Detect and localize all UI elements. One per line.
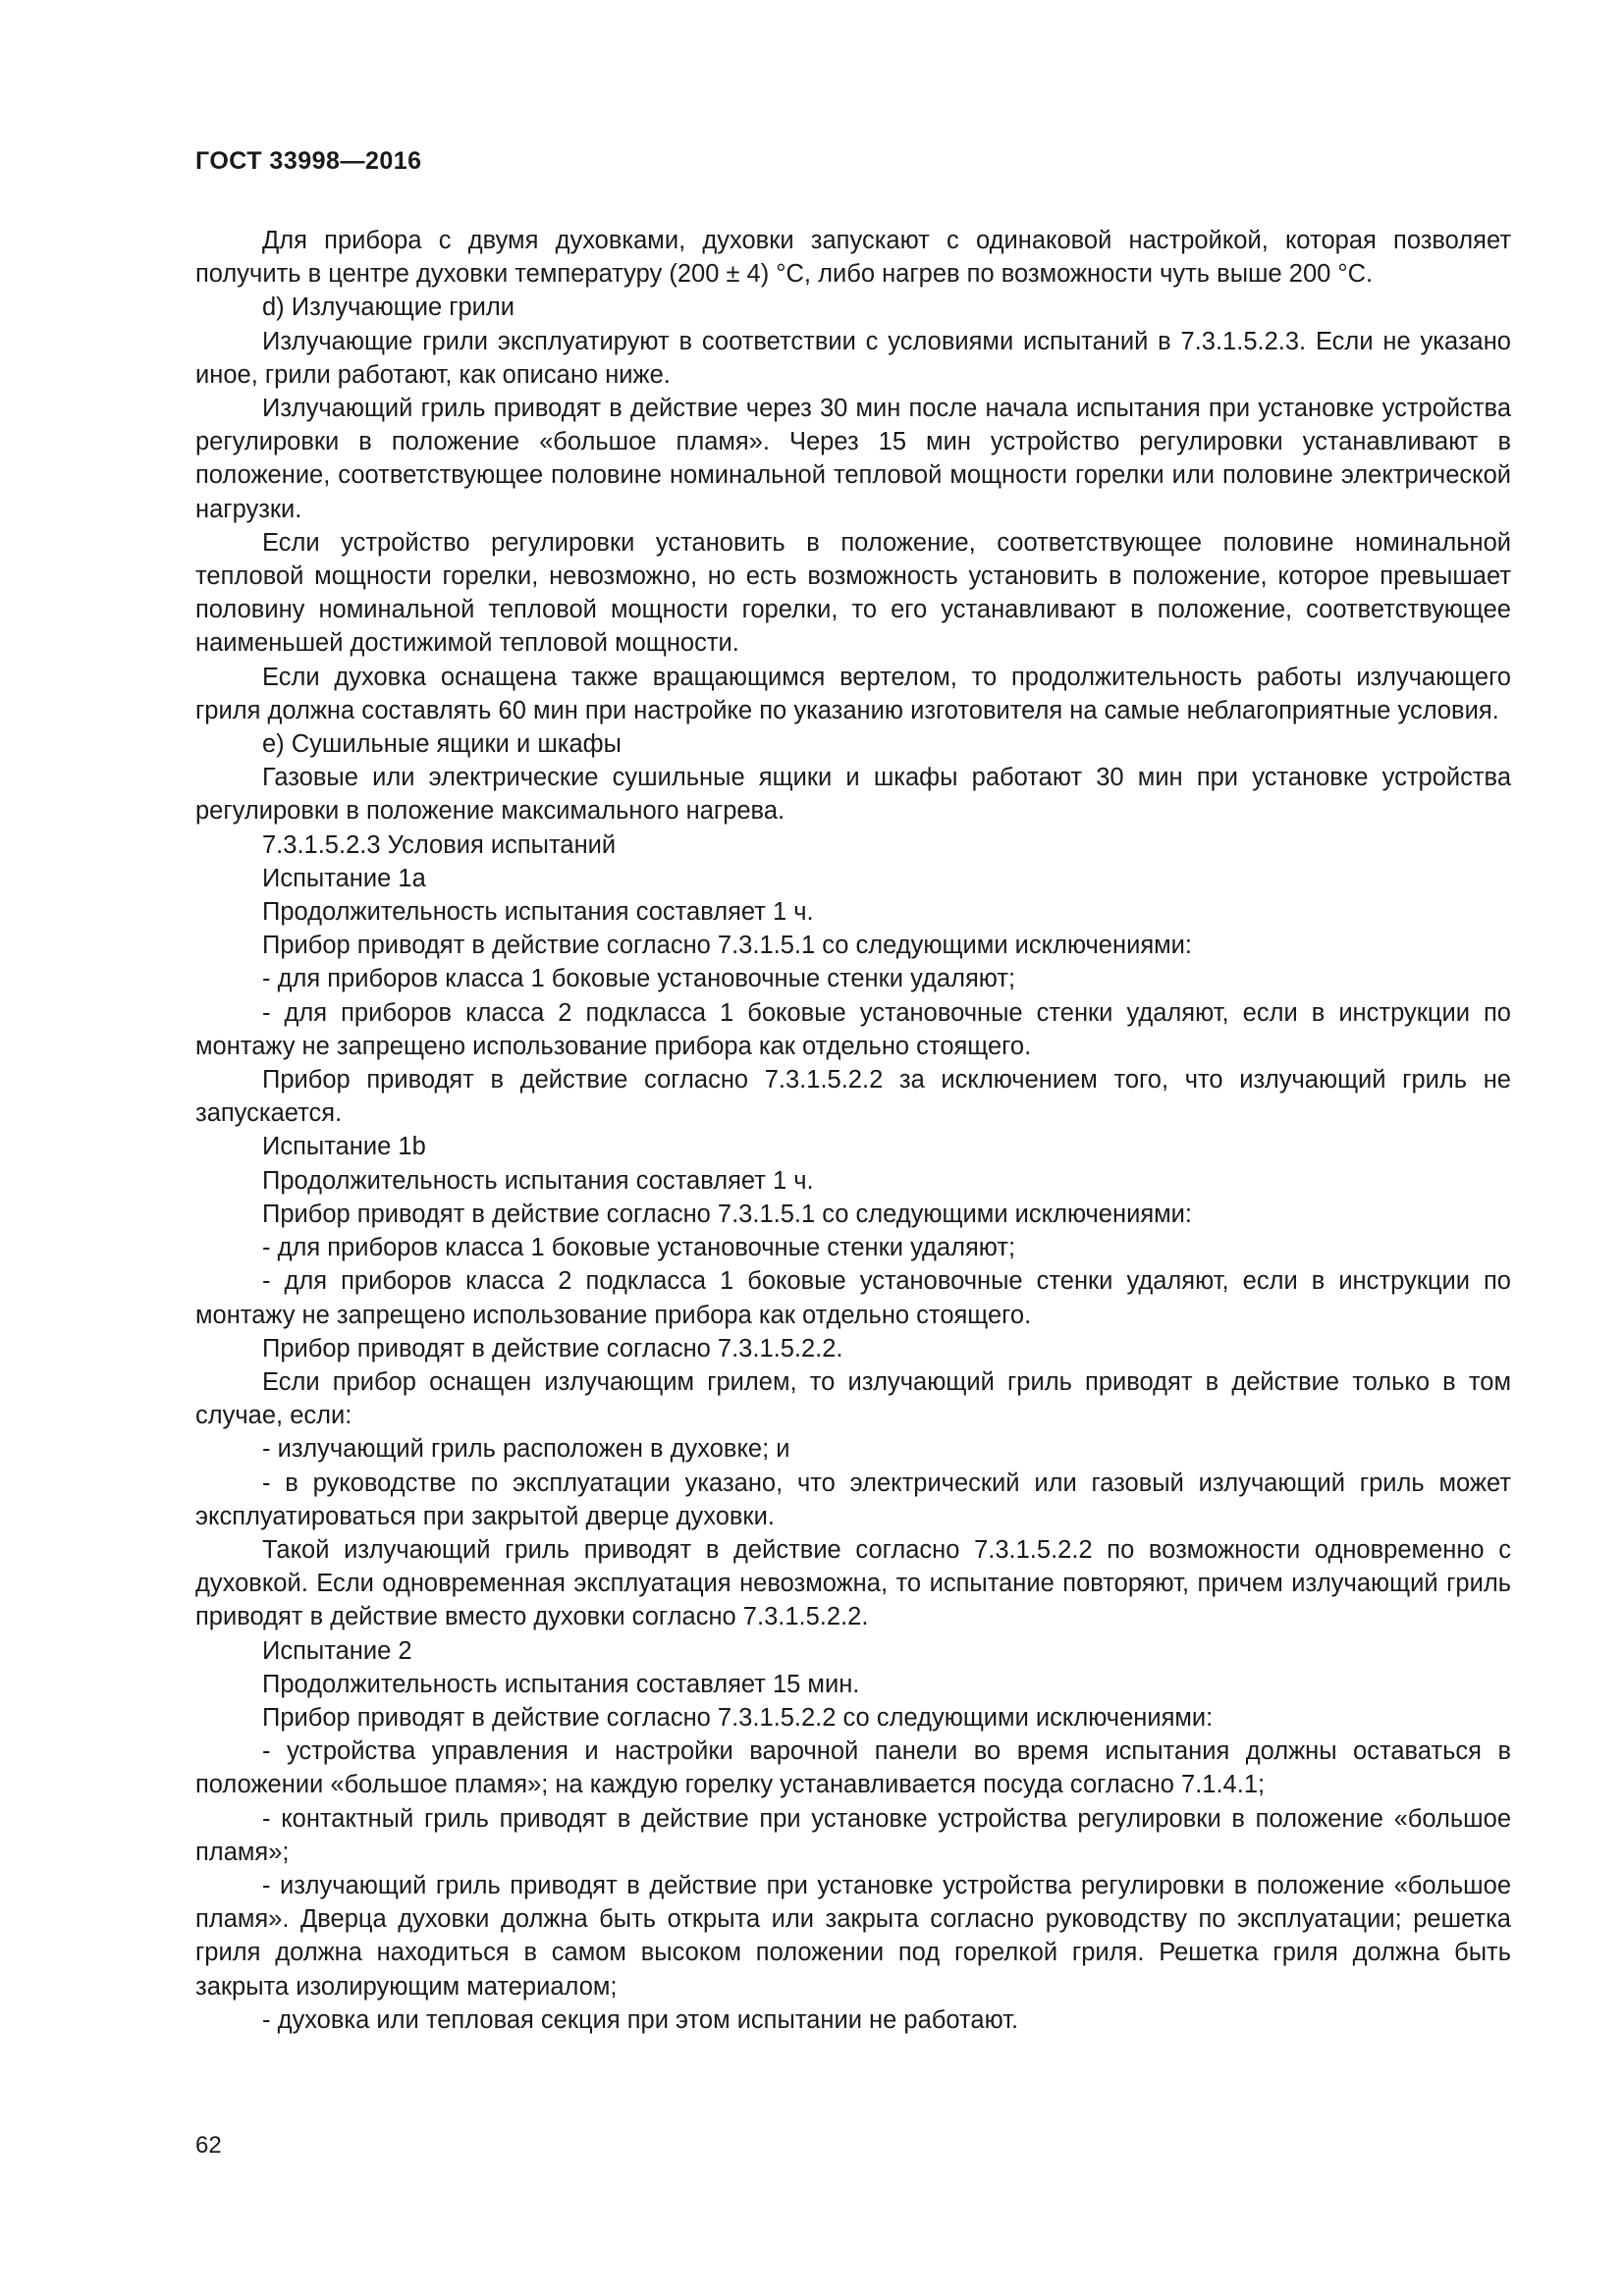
list-item-heading: е) Сушильные ящики и шкафы (262, 730, 622, 759)
paragraph: Продолжительность испытания составляет 1 ч. (262, 898, 814, 927)
test-heading: Испытание 1а (262, 864, 426, 892)
bullet-item: - излучающий гриль расположен в духовке; и (262, 1435, 790, 1464)
document-header: ГОСТ 33998—2016 (195, 147, 422, 175)
page-number: 62 (195, 2132, 222, 2159)
list-item-heading: d) Излучающие грили (262, 294, 515, 322)
paragraph: Если прибор оснащен излучающим грилем, то излучающий гриль приводят в действие только в том случае, если: (195, 1367, 1511, 1430)
bullet-item: - духовка или тепловая секция при этом испытании не работают. (262, 2005, 1019, 2034)
paragraph: Излучающие грили эксплуатируют в соответствии с условиями испытаний в 7.3.1.5.2.3. Если не указано иное, грили работают, как описано ниже. (195, 327, 1511, 389)
paragraph: Прибор приводят в действие согласно 7.3.1.5.2.2 со следующими исключениями: (262, 1703, 1214, 1732)
bullet-item: - для приборов класса 2 подкласса 1 боковые установочные стенки удаляют, если в инструкции по монтажу не запрещено использование прибора как отдельно стоящего. (195, 998, 1511, 1060)
document-body (195, 224, 1511, 2037)
test-heading: Испытание 1b (262, 1133, 426, 1161)
paragraph: Излучающий гриль приводят в действие через 30 мин после начала испытания при установке устройства регулировки в положение «большое пламя». Через 15 мин устройство регулировки устанавливают в положение, соответствующее половине номинальной тепловой мощности горелки или половине электрической нагрузки. (195, 395, 1511, 523)
paragraph: Для прибора с двумя духовками, духовки запускают с одинаковой настройкой, которая позволяет получить в центре духовки температуру (200 ± 4) °C, либо нагрев по возможности чуть выше 200 °C. (195, 227, 1511, 289)
paragraph: Прибор приводят в действие согласно 7.3.1.5.2.2 за исключением того, что излучающий гриль не запускается. (195, 1066, 1511, 1128)
paragraph: Если духовка оснащена также вращающимся вертелом, то продолжительность работы излучающего гриля должна составлять 60 мин при настройке по указанию изготовителя на самые неблагоприятные условия. (195, 663, 1511, 724)
bullet-item: - для приборов класса 2 подкласса 1 боковые установочные стенки удаляют, если в инструкции по монтажу не запрещено использование прибора как отдельно стоящего. (195, 1267, 1511, 1329)
paragraph: Газовые или электрические сушильные ящики и шкафы работают 30 мин при установке устройства регулировки в положение максимального нагрева. (195, 764, 1511, 826)
bullet-item: - излучающий гриль приводят в действие при установке устройства регулировки в положение «большое пламя». Дверца духовки должна быть открыта или закрыта согласно руководству по эксплуатации; решетка гриля должна находиться в самом высоком положении под горелкой гриля. Решетка гриля должна быть закрыта изолирующим материалом; (195, 1871, 1511, 2001)
paragraph: Прибор приводят в действие согласно 7.3.1.5.1 со следующими исключениями: (262, 932, 1192, 960)
bullet-item: - контактный гриль приводят в действие при установке устройства регулировки в положение «большое пламя»; (195, 1804, 1511, 1866)
bullet-item: - устройства управления и настройки варочной панели во время испытания должны оставаться в положении «большое пламя»; на каждую горелку устанавливается посуда согласно 7.1.4.1; (195, 1737, 1511, 1799)
bullet-item: - в руководстве по эксплуатации указано, что электрический или газовый излучающий гриль может эксплуатироваться при закрытой дверце духовки. (195, 1468, 1511, 1530)
section-heading: 7.3.1.5.2.3 Условия испытаний (262, 830, 617, 859)
test-heading: Испытание 2 (262, 1636, 412, 1665)
paragraph: Продолжительность испытания составляет 15 мин. (262, 1670, 860, 1698)
bullet-item: - для приборов класса 1 боковые установочные стенки удаляют; (262, 1234, 1016, 1262)
bullet-item: - для приборов класса 1 боковые установочные стенки удаляют; (262, 965, 1016, 993)
paragraph: Продолжительность испытания составляет 1 ч. (262, 1166, 814, 1195)
paragraph: Если устройство регулировки установить в положение, соответствующее половине номинальной тепловой мощности горелки, невозможно, но есть возможность установить в положение, которое превышает половину номинальной тепловой мощности горелки, то его устанавливают в положение, соответствующее наименьшей достижимой тепловой мощности. (195, 528, 1511, 658)
paragraph: Такой излучающий гриль приводят в действие согласно 7.3.1.5.2.2 по возможности одновременно с духовкой. Если одновременная эксплуатация невозможна, то испытание повторяют, причем излучающий гриль приводят в действие вместо духовки согласно 7.3.1.5.2.2. (195, 1535, 1511, 1631)
paragraph: Прибор приводят в действие согласно 7.3.1.5.1 со следующими исключениями: (262, 1200, 1192, 1228)
paragraph: Прибор приводят в действие согласно 7.3.1.5.2.2. (262, 1334, 843, 1362)
